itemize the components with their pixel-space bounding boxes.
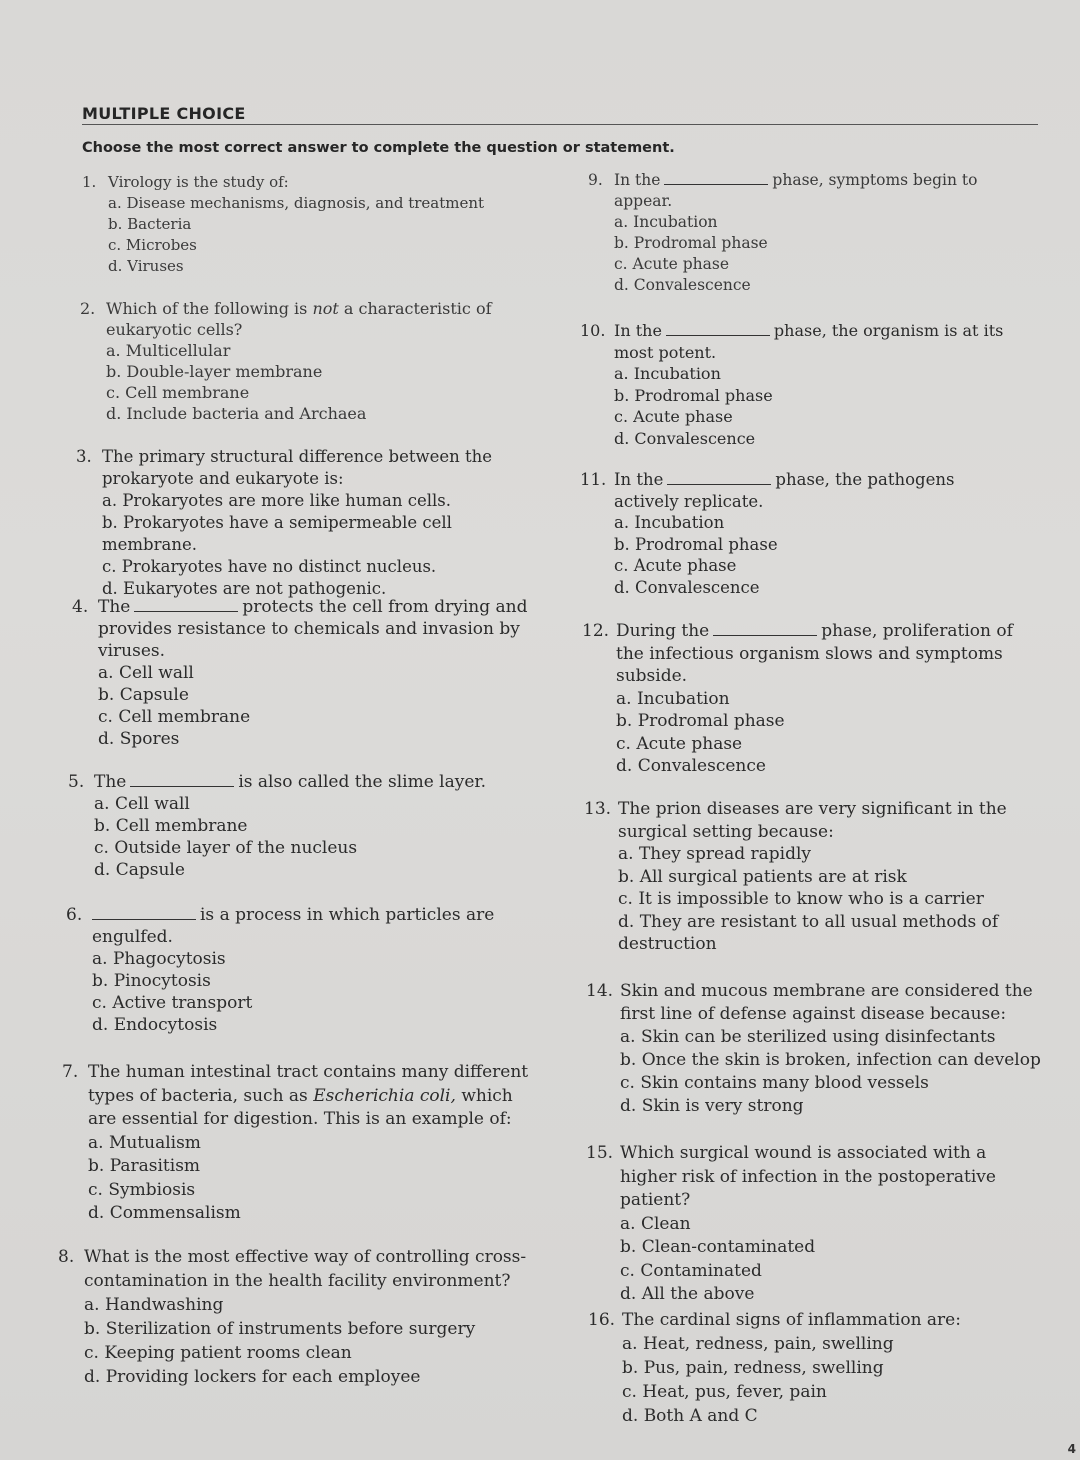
- option-c[interactable]: c. Active transport: [92, 993, 253, 1013]
- question-stem: The cardinal signs of inflammation are:: [622, 1310, 961, 1330]
- option-b[interactable]: b. Prodromal phase: [614, 534, 778, 554]
- question-stem: During the phase, proliferation of the infectious organism slows and symptoms subside.: [616, 621, 1013, 686]
- answer-blank[interactable]: [666, 321, 770, 336]
- answer-blank[interactable]: [667, 470, 771, 485]
- question-stem: In the phase, the organism is at its most potent.: [614, 321, 1004, 362]
- option-d[interactable]: d. Commensalism: [88, 1203, 241, 1223]
- question-number: 5.: [68, 772, 85, 792]
- question-2: [80, 298, 520, 424]
- option-a[interactable]: a. Incubation: [614, 513, 725, 532]
- question-stem: The human intestinal tract contains many different types of bacteria, such as Escherichia coli, which are essential for digestion. This is an example of:: [88, 1062, 529, 1129]
- question-stem: Skin and mucous membrane are considered the first line of defense against disease because:: [620, 981, 1033, 1024]
- question-1: [82, 172, 532, 277]
- question-8: [58, 1245, 538, 1389]
- option-b[interactable]: b. Capsule: [98, 685, 189, 705]
- option-c[interactable]: c. Acute phase: [616, 733, 743, 754]
- option-b[interactable]: b. Clean-contaminated: [620, 1237, 816, 1257]
- option-c[interactable]: c. Acute phase: [614, 556, 737, 575]
- option-d[interactable]: d. Capsule: [94, 860, 185, 880]
- options: [94, 793, 538, 881]
- option-c[interactable]: c. Cell membrane: [98, 707, 251, 727]
- option-b[interactable]: b. All surgical patients are at risk: [618, 866, 907, 887]
- option-b[interactable]: b. Parasitism: [88, 1156, 201, 1176]
- section-title: MULTIPLE CHOICE: [82, 104, 246, 123]
- option-b[interactable]: b. Prodromal phase: [614, 234, 768, 252]
- option-d[interactable]: d. Convalescence: [614, 577, 760, 597]
- option-d[interactable]: d. Convalescence: [614, 276, 751, 294]
- option-a[interactable]: a. Disease mechanisms, diagnosis, and treatment: [108, 194, 485, 212]
- option-c[interactable]: c. Contaminated: [620, 1260, 762, 1281]
- question-number: 9.: [588, 171, 603, 189]
- question-number: 3.: [76, 447, 92, 466]
- question-number: 15.: [586, 1143, 614, 1163]
- question-number: 4.: [72, 597, 89, 617]
- option-c[interactable]: c. Cell membrane: [106, 383, 250, 402]
- option-d[interactable]: d. Viruses: [108, 257, 184, 275]
- option-b[interactable]: b. Pinocytosis: [92, 971, 211, 991]
- option-c[interactable]: c. Symbiosis: [88, 1179, 196, 1200]
- question-7: [62, 1061, 532, 1226]
- question-3: [76, 446, 546, 600]
- question-13: [584, 798, 1044, 956]
- question-stem: The is also called the slime layer.: [94, 772, 487, 792]
- option-a[interactable]: a. Clean: [620, 1213, 691, 1234]
- question-number: 6.: [66, 905, 83, 925]
- question-stem: In the phase, symptoms begin to appear.: [614, 171, 978, 210]
- option-c[interactable]: c. Keeping patient rooms clean: [84, 1343, 352, 1363]
- question-16: [588, 1308, 1028, 1428]
- options: [92, 948, 536, 1036]
- option-d[interactable]: d. Convalescence: [614, 428, 756, 448]
- question-stem: The protects the cell from drying and provides resistance to chemicals and invasion by viruses.: [98, 597, 528, 661]
- option-a[interactable]: a. They spread rapidly: [618, 844, 812, 864]
- options: [84, 1293, 538, 1389]
- option-a[interactable]: a. Multicellular: [106, 341, 231, 360]
- options: [620, 1213, 1046, 1307]
- question-4: [72, 596, 532, 750]
- option-b[interactable]: b. Prokaryotes have a semipermeable cell membrane.: [102, 513, 452, 554]
- option-a[interactable]: a. Handwashing: [84, 1295, 224, 1315]
- answer-blank[interactable]: [664, 170, 768, 185]
- option-c[interactable]: c. Acute phase: [614, 407, 733, 426]
- options: [618, 843, 1044, 956]
- option-d[interactable]: d. They are resistant to all usual methods of destruction: [618, 911, 999, 954]
- page-number: 4: [1067, 1442, 1076, 1456]
- question-stem: In the phase, the pathogens actively replicate.: [614, 470, 955, 511]
- option-b[interactable]: b. Prodromal phase: [614, 385, 773, 405]
- option-c[interactable]: c. Microbes: [108, 236, 197, 254]
- option-a[interactable]: a. Phagocytosis: [92, 949, 226, 969]
- question-stem: The prion diseases are very significant in the surgical setting because:: [618, 799, 1007, 842]
- option-a[interactable]: a. Incubation: [614, 213, 718, 231]
- options: [622, 1332, 1028, 1428]
- question-number: 12.: [582, 621, 610, 641]
- question-number: 11.: [580, 470, 607, 489]
- options: [614, 212, 1008, 296]
- answer-blank[interactable]: [130, 772, 234, 787]
- option-b[interactable]: b. Double-layer membrane: [106, 362, 323, 381]
- option-d[interactable]: d. Eukaryotes are not pathogenic.: [102, 579, 387, 598]
- option-c[interactable]: c. Acute phase: [614, 255, 729, 273]
- option-a[interactable]: a. Prokaryotes are more like human cells.: [102, 491, 451, 510]
- question-15: [586, 1142, 1046, 1307]
- option-b[interactable]: b. Prodromal phase: [616, 711, 785, 731]
- options: [614, 512, 1020, 598]
- option-d[interactable]: d. All the above: [620, 1284, 755, 1304]
- option-a[interactable]: a. Cell wall: [98, 663, 194, 683]
- question-number: 13.: [584, 799, 612, 819]
- option-b[interactable]: b. Bacteria: [108, 215, 192, 233]
- question-number: 10.: [580, 321, 606, 340]
- option-a[interactable]: a. Incubation: [614, 364, 721, 383]
- options: [620, 1026, 1046, 1118]
- question-stem: Which surgical wound is associated with a higher risk of infection in the postoperative patient?: [620, 1143, 996, 1210]
- answer-blank[interactable]: [92, 905, 196, 920]
- options: [614, 363, 1010, 449]
- question-10: [580, 320, 1010, 449]
- options: [108, 193, 532, 277]
- option-a[interactable]: a. Incubation: [616, 688, 730, 709]
- answer-blank[interactable]: [134, 597, 238, 612]
- option-d[interactable]: d. Convalescence: [616, 756, 766, 776]
- option-b[interactable]: b. Sterilization of instruments before surgery: [84, 1319, 476, 1339]
- question-stem: What is the most effective way of controlling cross-contamination in the health facility environment?: [84, 1247, 527, 1291]
- option-d[interactable]: d. Include bacteria and Archaea: [106, 404, 367, 423]
- option-d[interactable]: d. Spores: [98, 729, 180, 749]
- question-number: 1.: [82, 173, 97, 191]
- option-d[interactable]: d. Endocytosis: [92, 1015, 218, 1035]
- option-c[interactable]: c. It is impossible to know who is a carrier: [618, 889, 984, 909]
- question-9: [588, 170, 1008, 296]
- option-a[interactable]: a. Mutualism: [88, 1132, 201, 1153]
- option-b[interactable]: b. Cell membrane: [94, 816, 248, 836]
- question-stem: Which of the following is not a characteristic of eukaryotic cells?: [106, 299, 492, 339]
- question-number: 16.: [588, 1310, 616, 1330]
- options: [106, 340, 520, 424]
- option-d[interactable]: d. Providing lockers for each employee: [84, 1367, 421, 1387]
- option-a[interactable]: a. Heat, redness, pain, swelling: [622, 1334, 894, 1354]
- question-stem: is a process in which particles are engulfed.: [92, 905, 495, 947]
- question-number: 2.: [80, 299, 96, 318]
- option-c[interactable]: c. Outside layer of the nucleus: [94, 838, 358, 858]
- options: [88, 1132, 532, 1226]
- option-a[interactable]: a. Skin can be sterilized using disinfectants: [620, 1027, 996, 1047]
- question-number: 7.: [62, 1062, 79, 1082]
- option-c[interactable]: c. Prokaryotes have no distinct nucleus.: [102, 557, 437, 576]
- instructions: Choose the most correct answer to complete the question or statement.: [82, 140, 675, 156]
- question-number: 8.: [58, 1247, 75, 1267]
- question-stem: Virology is the study of:: [108, 173, 289, 191]
- question-stem: The primary structural difference between the prokaryote and eukaryote is:: [102, 447, 493, 488]
- options: [616, 688, 1022, 778]
- option-a[interactable]: a. Cell wall: [94, 794, 190, 814]
- question-number: 14.: [586, 981, 614, 1001]
- option-d[interactable]: d. Skin is very strong: [620, 1096, 804, 1116]
- option-d[interactable]: d. Both A and C: [622, 1406, 758, 1426]
- title-rule: [82, 124, 1038, 125]
- option-b[interactable]: b. Once the skin is broken, infection can develop: [620, 1050, 1041, 1070]
- question-12: [582, 620, 1022, 778]
- options: [98, 662, 532, 750]
- option-c[interactable]: c. Skin contains many blood vessels: [620, 1073, 929, 1093]
- options: [102, 490, 546, 600]
- option-b[interactable]: b. Pus, pain, redness, swelling: [622, 1358, 884, 1378]
- question-5: [68, 771, 538, 881]
- answer-blank[interactable]: [713, 621, 817, 636]
- question-14: [586, 980, 1046, 1118]
- question-11: [580, 469, 1020, 598]
- question-6: [66, 904, 536, 1036]
- option-c[interactable]: c. Heat, pus, fever, pain: [622, 1382, 827, 1402]
